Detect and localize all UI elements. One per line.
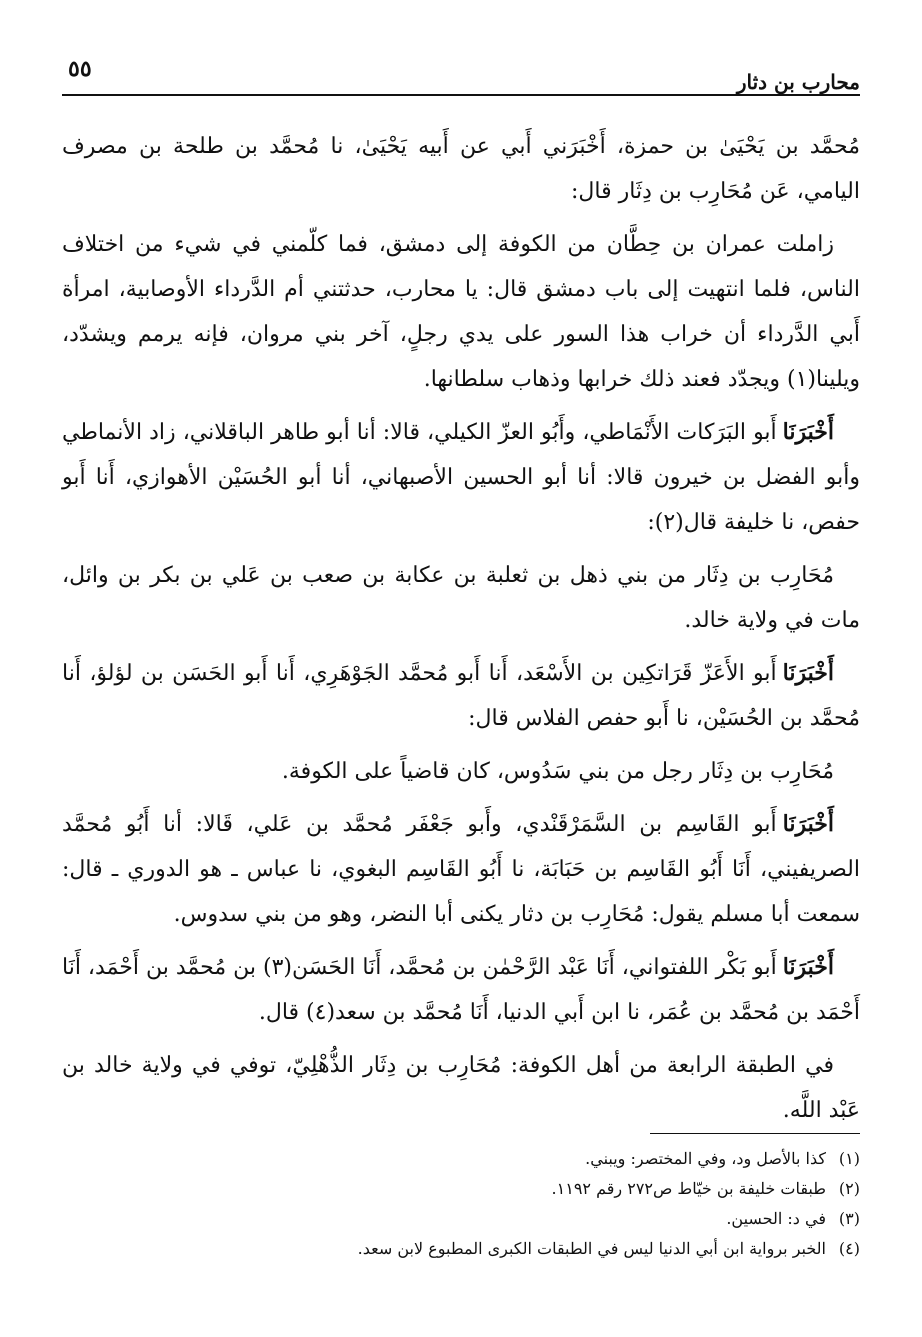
paragraph-lead: أَخْبَرَنَا [782, 954, 835, 980]
footnote-text: الخبر برواية ابن أبي الدنيا ليس في الطبقات الكبرى المطبوع لابن سعد. [357, 1239, 826, 1258]
footnote-text: في د: الحسين. [726, 1209, 826, 1228]
paragraph-text: مُحَارِب بن دِثَار رجل من بني سَدُوس، كان قاضياً على الكوفة. [281, 759, 834, 784]
paragraph-text: مُحَارِب بن دِثَار من بني ذهل بن ثعلبة بن عكابة بن صعب بن عَلي بن بكر بن وائل، مات في ولاية خالد. [62, 563, 860, 633]
paragraph-text: مُحمَّد بن يَحْيَىٰ بن حمزة، أَخْبَرَني أَبي عن أَبيه يَحْيَىٰ، نا مُحمَّد بن طلحة بن مصرف اليامي، عَن مُحَارِب بن دِثَار قال: [62, 134, 860, 204]
paragraph-text: في الطبقة الرابعة من أهل الكوفة: مُحَارِب بن دِثَار الذُّهْلِيّ، توفي في ولاية خالد بن عَبْد اللَّه. [62, 1053, 860, 1123]
paragraph-5 [62, 651, 860, 741]
paragraph-text: أَبو الأَعَزّ قَرَاتكِين بن الأَسْعَد، أَنا أَبو مُحمَّد الجَوْهَرِي، أَنا أَبو الحَسَن بن لؤلؤ، أَنا مُحمَّد بن الحُسَيْن، نا أَبو حفص الفلاس قال: [62, 661, 860, 731]
paragraph-text: أَبو بَكْر اللفتواني، أَنَا عَبْد الرَّحْمٰن بن مُحمَّد، أَنَا الحَسَن(٣) بن مُحمَّد بن أَحْمَد، أَنَا أَحْمَد بن مُحمَّد بن عُمَر، نا ابن أَبي الدنيا، أَنَا مُحمَّد بن سعد(٤) قال. [62, 955, 860, 1025]
footnote-number: (٢) [838, 1179, 860, 1198]
page-number: ٥٥ [68, 56, 92, 82]
footnote-2 [62, 1174, 860, 1204]
paragraph-1 [62, 124, 860, 214]
paragraph-text: أَبو القَاسِم بن السَّمَرْقَنْدي، وأَبو جَعْفَر مُحمَّد بن عَلي، قَالا: أنا أَبُو مُحمَّد الصريفيني، أَنَا أَبُو القَاسِم بن حَبَابَة، نا أَبُو القَاسِم البغوي، نا عباس ـ هو الدوري ـ قال: سمعت أبا مسلم يقول: مُحَارِب بن دثار يكنى أبا النضر، وهو من بني سدوس. [62, 812, 860, 927]
footnote-1 [62, 1144, 860, 1174]
header-rule [62, 94, 860, 96]
paragraph-6 [62, 749, 860, 794]
paragraph-lead: أَخْبَرَنَا [782, 660, 834, 686]
footnote-3 [62, 1204, 860, 1234]
page-header [62, 50, 860, 94]
paragraph-lead: أَخْبَرَنَا [782, 811, 834, 837]
paragraph-2 [62, 222, 860, 402]
paragraph-text: زاملت عمران بن حِطَّان من الكوفة إلى دمشق، فما كلّمني في شيء من اختلاف الناس، فلما انتهيت إلى باب دمشق قال: يا محارب، حدثتني أم الدَّرداء الأوصابية، امرأة أَبي الدَّرداء أن خراب هذا السور على يدي رجلٍ، آخر بني مروان، فإنه يرمم ويشدّد، ويلينا(١) ويجدّد فعند ذلك خرابها وذهاب سلطانها. [62, 232, 860, 392]
paragraph-lead: أَخْبَرَنَا [782, 419, 834, 445]
paragraph-3 [62, 410, 860, 545]
paragraph-9 [62, 1043, 860, 1133]
footnote-number: (٤) [838, 1239, 860, 1258]
footnote-number: (١) [838, 1149, 860, 1168]
footnote-text: طبقات خليفة بن خيّاط ص٢٧٢ رقم ١١٩٢. [551, 1179, 826, 1198]
footnote-text: كذا بالأصل ود، وفي المختصر: ويبني. [585, 1149, 826, 1168]
footnotes [62, 1133, 860, 1264]
paragraph-7 [62, 802, 860, 937]
running-title: محارب بن دثار [736, 70, 860, 94]
paragraph-4 [62, 553, 860, 643]
footnote-number: (٣) [838, 1209, 860, 1228]
paragraph-8 [62, 945, 860, 1035]
paragraph-text: أَبو البَرَكات الأَنْمَاطي، وأَبُو العزّ الكيلي، قالا: أنا أبو طاهر الباقلاني، زاد الأنماطي وأبو الفضل بن خيرون قالا: أنا أبو الحسين الأصبهاني، أنا أبو الحُسَيْن الأهوازي، أَنا أَبو حفص، نا خليفة قال(٢): [62, 420, 860, 535]
footnote-rule [650, 1133, 860, 1134]
book-page [62, 50, 860, 1258]
body-text [62, 124, 860, 1133]
footnote-4 [62, 1234, 860, 1264]
